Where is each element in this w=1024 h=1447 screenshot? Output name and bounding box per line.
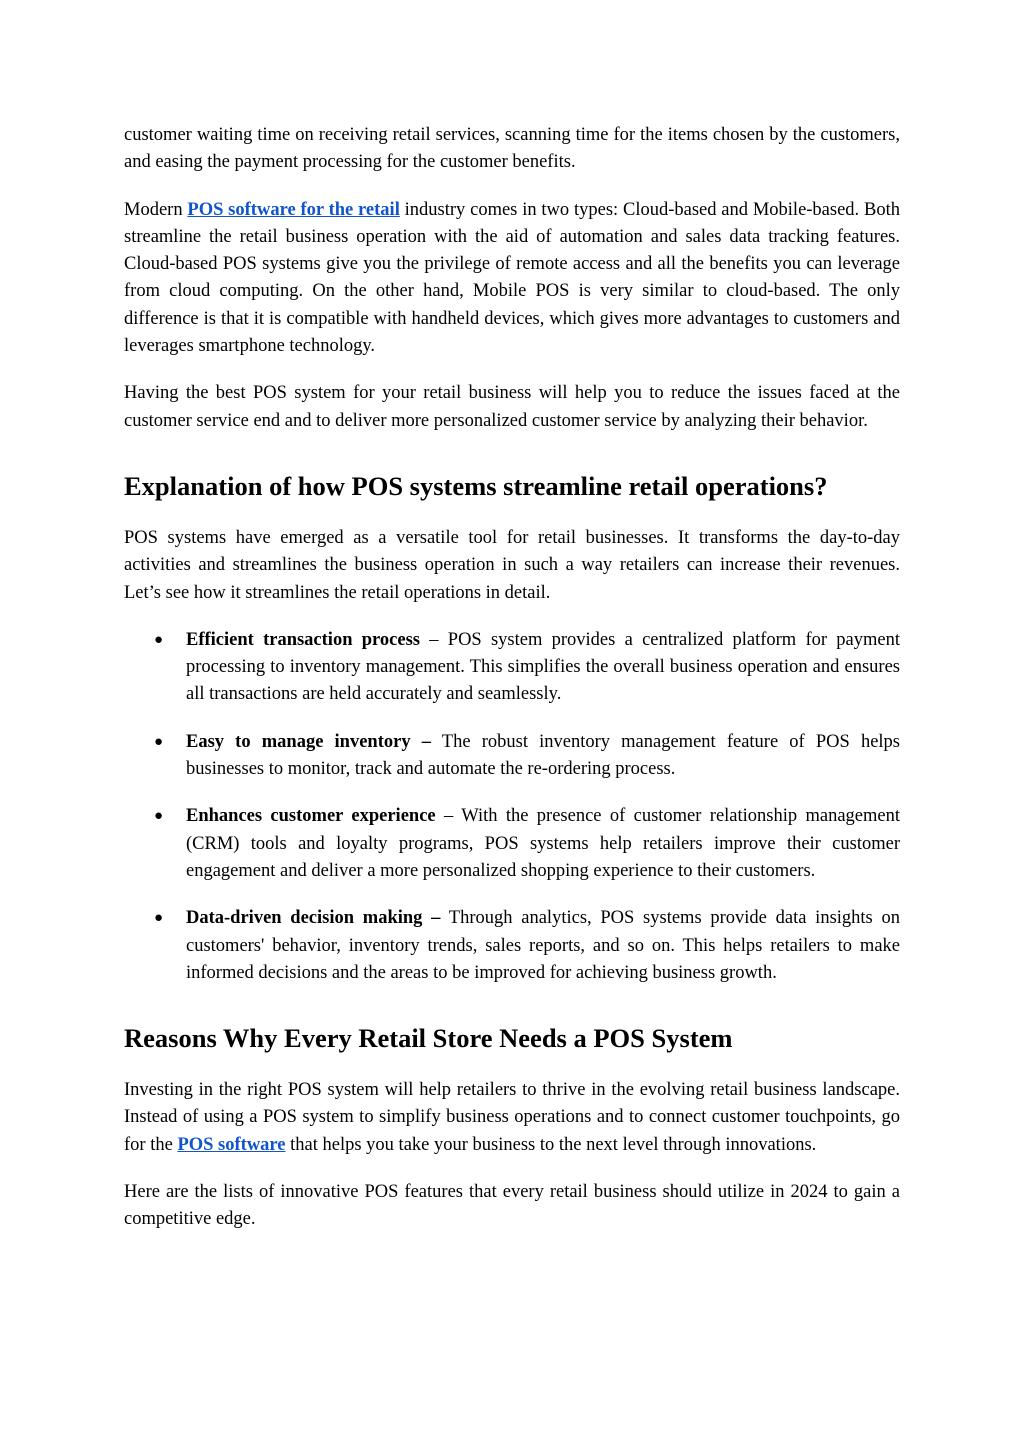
list-item-text: Through analytics, POS systems provide data insights on customers' behavior, inventory trends, sales reports, and so on. This helps retailers to make informed decisions and the areas to be improved for achieving business growth. — [186, 908, 900, 983]
intro-paragraph-2-lead: Modern — [124, 199, 188, 220]
document-page — [124, 122, 900, 1254]
section2-paragraph-2: Here are the lists of innovative POS features that every retail business should utilize in 2024 to gain a competitive edge. — [124, 1182, 900, 1230]
streamline-bullet-list — [124, 627, 900, 987]
bullet-icon: ● — [154, 631, 164, 648]
list-item — [124, 905, 900, 987]
list-item-title: Easy to manage inventory – — [186, 731, 431, 752]
bullet-icon: ● — [154, 910, 164, 927]
list-item-text: – POS system provides a centralized platform for payment processing to inventory management. This simplifies the overall business operation and ensures all transactions are held accurately and seamlessly. — [186, 629, 900, 705]
list-item — [124, 627, 900, 709]
section1-intro: POS systems have emerged as a versatile tool for retail businesses. It transforms the day-to-day activities and streamlines the business operation in such a way retailers can increase their revenues. Let’s see how it streamlines the retail operations in detail. — [124, 527, 900, 603]
list-item-title: Efficient transaction process — [186, 629, 420, 650]
list-item-title: Data-driven decision making – — [186, 908, 441, 929]
intro-paragraph-3: Having the best POS system for your retail business will help you to reduce the issues faced at the customer service end and to deliver more personalized customer service by analyzing their behavior. — [124, 383, 900, 431]
list-item — [124, 729, 900, 784]
section2-paragraph-1-body: that helps you take your business to the next level through innovations. — [285, 1134, 817, 1155]
section-heading-reasons: Reasons Why Every Retail Store Needs a POS System — [124, 1023, 733, 1054]
list-item — [124, 803, 900, 885]
section-heading-streamline: Explanation of how POS systems streamline retail operations? — [124, 470, 828, 501]
pos-software-retail-link[interactable]: POS software for the retail — [187, 199, 400, 220]
bullet-icon: ● — [154, 733, 164, 750]
list-item-title: Enhances customer experience — [186, 806, 436, 827]
bullet-icon: ● — [154, 808, 164, 825]
section2-paragraph-1 — [124, 1077, 900, 1159]
intro-paragraph-2 — [124, 197, 900, 361]
pos-software-link[interactable]: POS software — [177, 1134, 286, 1155]
section2-paragraph-1-lead: Investing in the right POS system will help retailers to thrive in the evolving retail business landscape. Instead of using a POS system to simplify business operations and to connect customer touchpoints, go for the — [124, 1080, 900, 1155]
intro-paragraph-2-body: industry comes in two types: Cloud-based and Mobile-based. Both streamline the retail business operation with the aid of automation and sales data tracking features. Cloud-based POS systems give you the privilege of remote access and all the benefits you can leverage from cloud computing. On the other hand, Mobile POS is very similar to cloud-based. The only difference is that it is compatible with handheld devices, which gives more advantages to customers and leverages smartphone technology. — [124, 199, 900, 357]
list-item-text: The robust inventory management feature of POS helps businesses to monitor, track and automate the re-ordering process. — [186, 731, 900, 780]
list-item-text: – With the presence of customer relationship management (CRM) tools and loyalty programs, POS systems help retailers improve their customer engagement and deliver a more personalized shopping experience to their customers. — [186, 806, 900, 881]
intro-paragraph-1: customer waiting time on receiving retail services, scanning time for the items chosen by the customers, and easing the payment processing for the customer benefits. — [124, 125, 900, 173]
